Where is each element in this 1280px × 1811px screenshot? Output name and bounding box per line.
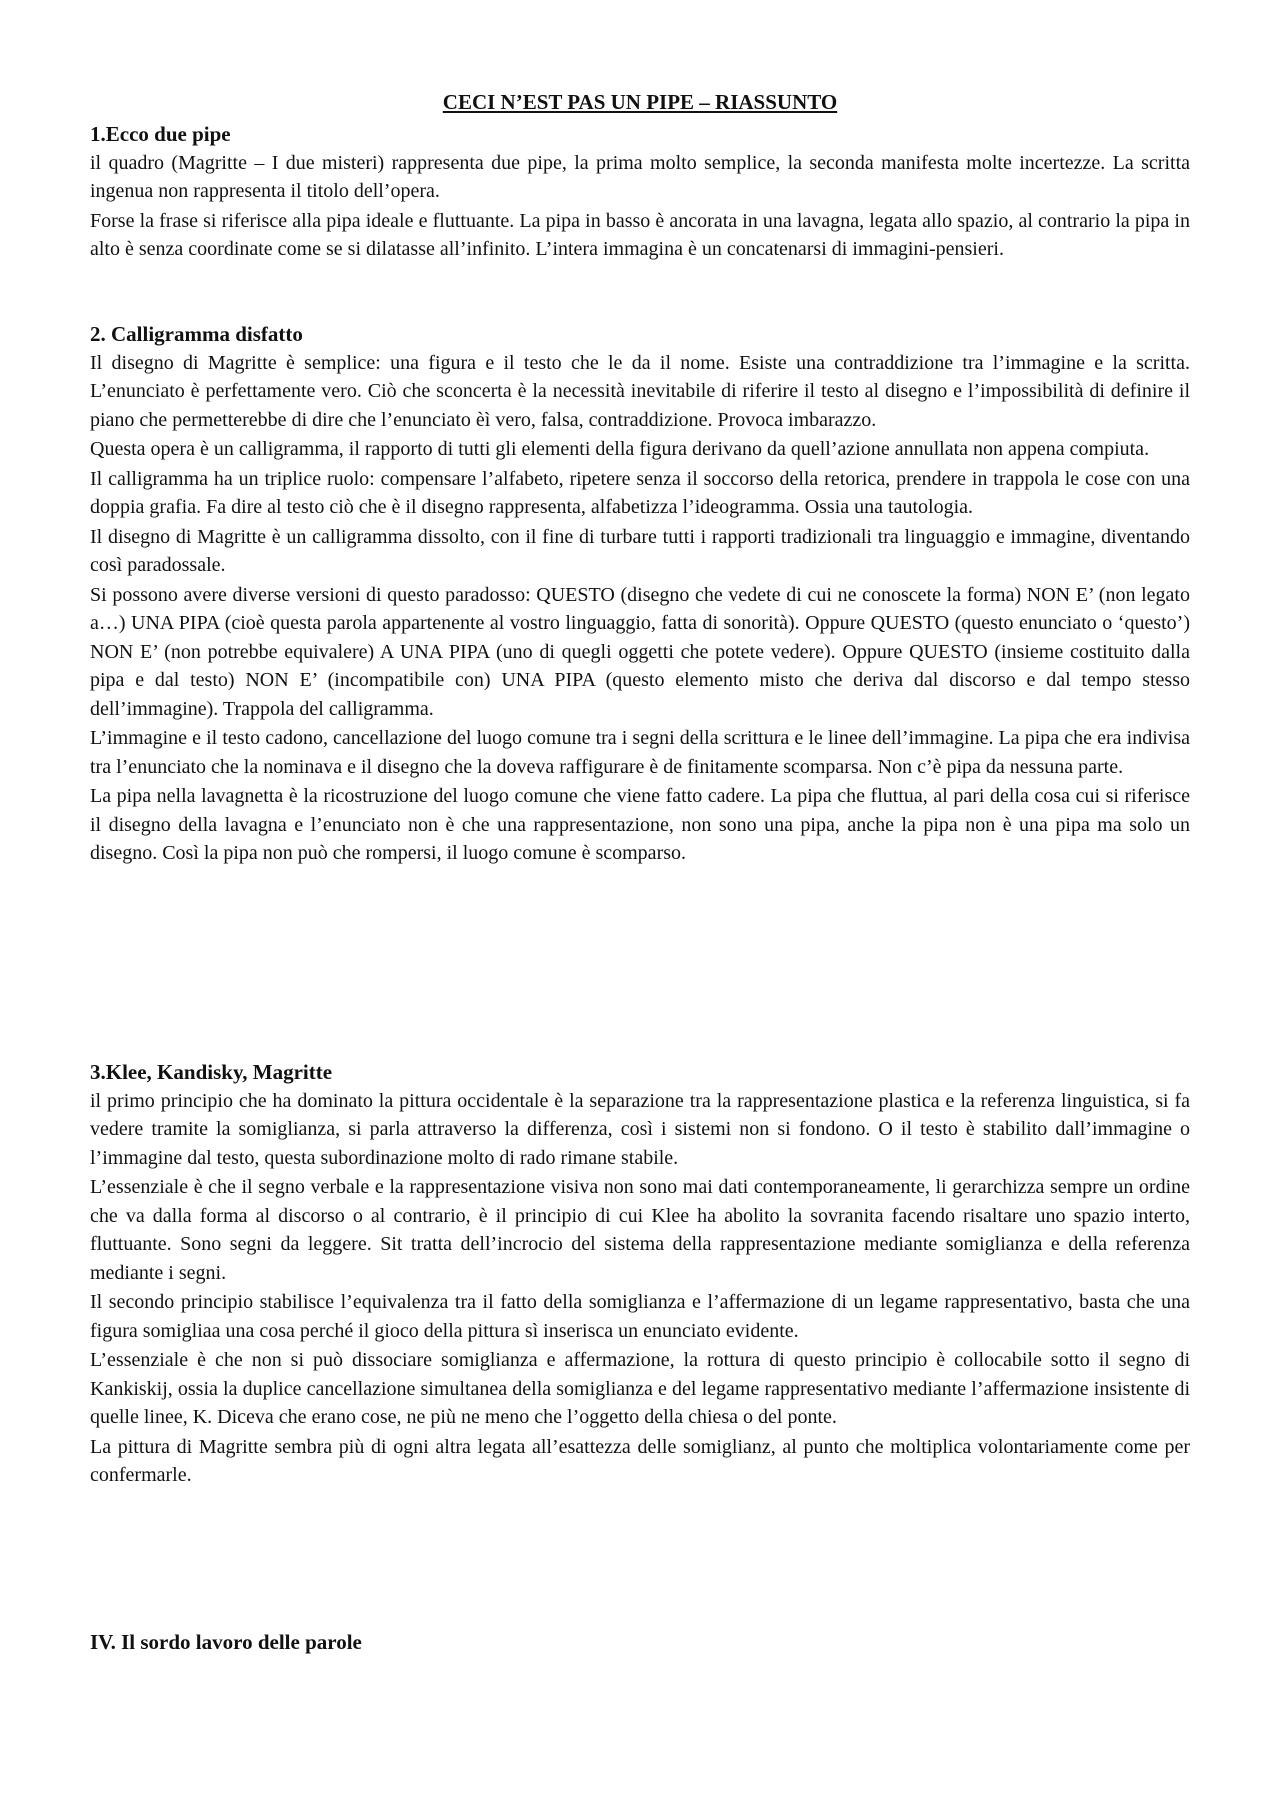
paragraph: La pittura di Magritte sembra più di ogni altra legata all’esattezza delle somiglianz, al punto che moltiplica volontariamente come per confermarle. — [90, 1435, 1190, 1486]
paragraph: il primo principio che ha dominato la pittura occidentale è la separazione tra la rappresentazione plastica e la referenza linguistica, si fa vedere tramite la somiglianza, si parla attraverso la differenza, così i sistemi non si fondono. O il testo è stabilito dall’immagine o l’immagine dal testo, questa subordinazione molto di rado rimane stabile. — [90, 1089, 1190, 1169]
paragraph: Il disegno di Magritte è semplice: una figura e il testo che le da il nome. Esiste una contraddizione tra l’immagine e la scritta. L’enunciato è perfettamente vero. Ciò che sconcerta è la necessità inevitabile di riferire il testo al disegno e l’impossibilità di definire il piano che permetterebbe di dire che l’enunciato èì vero, falsa, contraddizione. Provoca imbarazzo. — [90, 351, 1190, 431]
section-heading: IV. Il sordo lavoro delle parole — [90, 1630, 362, 1654]
paragraph: il quadro (Magritte – I due misteri) rappresenta due pipe, la prima molto semplice, la seconda manifesta molte incertezze. La scritta ingenua non rappresenta il titolo dell’opera. — [90, 151, 1190, 202]
document-title: CECI N’EST PAS UN PIPE – RIASSUNTO — [442, 90, 838, 114]
section-sordo-lavoro — [90, 1628, 1190, 1657]
paragraph: La pipa nella lavagnetta è la ricostruzione del luogo comune che viene fatto cadere. La pipa che fluttua, al pari della cosa cui si riferisce il disegno della lavagna e l’enunciato non è che una rappresentazione, non sono una pipa, anche la pipa non è una pipa ma solo un disegno. Così la pipa non può che rompersi, il luogo comune è scomparso. — [90, 785, 1190, 864]
paragraph: Forse la frase si riferisce alla pipa ideale e fluttuante. La pipa in basso è ancorata in una lavagna, legata allo spazio, al contrario la pipa in alto è senza coordinate come se si dilatasse all’infinito. L’intera immagina è un concatenarsi di immagini-pensieri. — [90, 209, 1190, 260]
section-heading: 1.Ecco due pipe — [90, 122, 231, 146]
paragraph: Questa opera è un calligramma, il rapporto di tutti gli elementi della figura derivano da quell’azione annullata non appena compiuta. — [90, 438, 1150, 460]
section-calligramma-disfatto — [90, 320, 1190, 869]
section-heading: 2. Calligramma disfatto — [90, 322, 303, 346]
paragraph: L’essenziale è che il segno verbale e la rappresentazione visiva non sono mai dati contemporaneamente, li gerarchizza sempre un ordine che va dalla forma al discorso o al contrario, è il principio di cui Klee ha abolito la sovranita facendo risaltare uno spazio interto, fluttuante. Sono segni da leggere. Sit tratta dell’incrocio del sistema della rappresentazione mediante somiglianza e della referenza mediante i segni. — [90, 1176, 1190, 1284]
section-klee-kandisky-magritte — [90, 1058, 1190, 1491]
paragraph: L’essenziale è che non si può dissociare somiglianza e affermazione, la rottura di questo principio è collocabile sotto il segno di Kankiskij, ossia la duplice cancellazione simultanea della somiglianza e del legame rappresentativo mediante l’affermazione insistente di quelle linee, K. Diceva che erano cose, ne più ne meno che l’oggetto della chiesa o del ponte. — [90, 1349, 1190, 1428]
paragraph: Si possono avere diverse versioni di questo paradosso: QUESTO (disegno che vedete di cui ne conoscete la forma) NON E’ (non legato a…) UNA PIPA (cioè questa parola appartenente al vostro linguaggio, fatta di sonorità). Oppure QUESTO (questo enunciato o ‘questo’) NON E’ (non potrebbe equivalere) A UNA PIPA (uno di quegli oggetti che potete vedere). Oppure QUESTO (insieme costituito dalla pipa e dal testo) NON E’ (incompatibile con) UNA PIPA (questo elemento misto che deriva dal discorso e dal tempo stesso dell’immagine). Trappola del calligramma. — [90, 583, 1190, 720]
paragraph: Il calligramma ha un triplice ruolo: compensare l’alfabeto, ripetere senza il soccorso della retorica, prendere in trappola le cose con una doppia grafia. Fa dire al testo ciò che è il disegno rappresenta, alfabetizza l’ideogramma. Ossia una tautologia. — [90, 467, 1190, 518]
paragraph: Il disegno di Magritte è un calligramma dissolto, con il fine di turbare tutti i rapporti tradizionali tra linguaggio e immagine, diventando così paradossale. — [90, 525, 1190, 576]
section-heading: 3.Klee, Kandisky, Magritte — [90, 1060, 333, 1084]
paragraph: Il secondo principio stabilisce l’equivalenza tra il fatto della somiglianza e l’affermazione di un legame rappresentativo, basta che una figura somigliaa una cosa perché il gioco della pittura sì inserisca un enunciato evidente. — [90, 1291, 1190, 1342]
paragraph: L’immagine e il testo cadono, cancellazione del luogo comune tra i segni della scrittura e le linee dell’immagine. La pipa che era indivisa tra l’enunciato che la nominava e il disegno che la doveva raffigurare è de finitamente scomparsa. Non c’è pipa da nessuna parte. — [90, 727, 1190, 778]
section-ecco-due-pipe — [90, 120, 1190, 265]
